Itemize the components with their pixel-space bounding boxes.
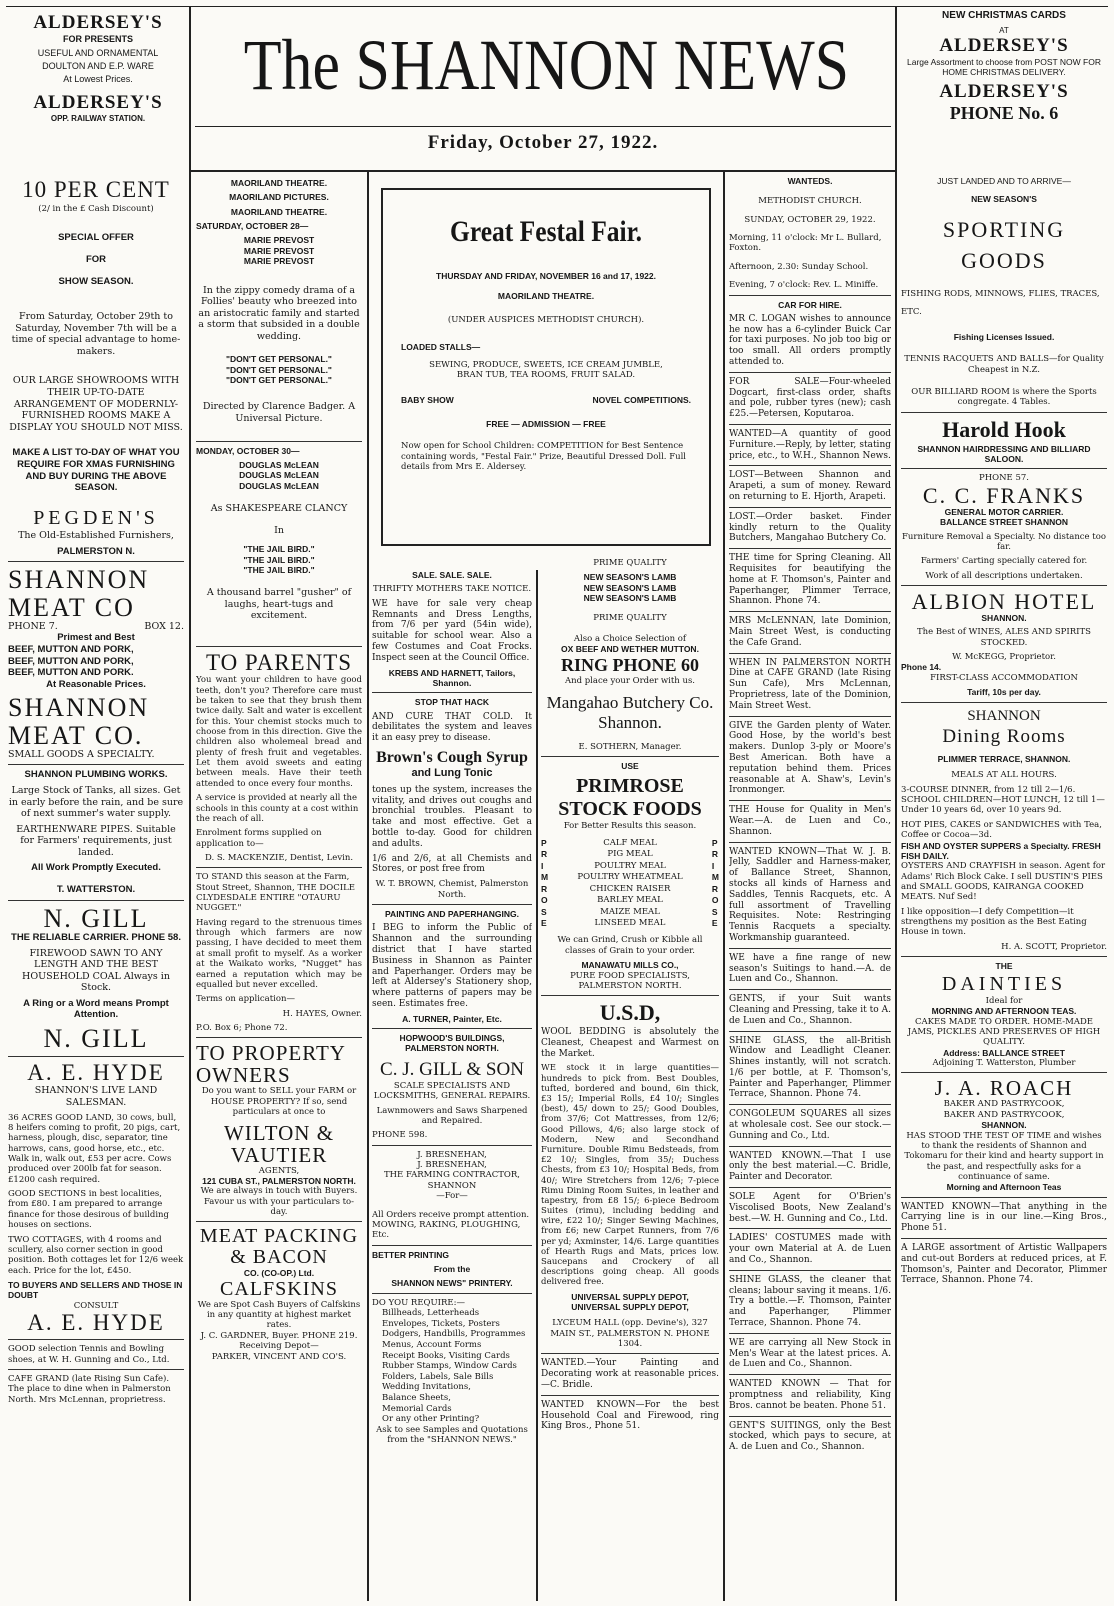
text: Morning, 11 o'clock: Mr L. Bullard, Foxton.: [729, 233, 882, 254]
business-name: N. GILL: [43, 1023, 149, 1053]
business-name: ALBION HOTEL: [911, 588, 1097, 614]
text: All Work Promptly Executed.: [31, 862, 161, 874]
ad-line: Large Assortment to choose from POST NOW FOR HOME CHRISTMAS DELIVERY.: [907, 57, 1101, 78]
text: BAKER AND PASTRYCOOK,: [943, 1109, 1065, 1120]
text: Do you want to SELL your FARM or HOUSE PROPERTY? If so, send particulars at once to: [201, 1086, 357, 1118]
text: Lawnmowers and Saws Sharpened and Repaired.: [376, 1105, 528, 1127]
text: WE stock it in large quantities—hundreds to pick from. Best Doubles, tufted, bordered and bound, 6in thick, £3 15/; Imperial Rolls, £4 10/; Singles (best), 45/ down to 25/; Good Doubles, from 37/6; Cot Mattresses, from 12/6; Good Pillows, 4/6; also large stock of Modern, New and Secondhand Furniture. Double Rimu Bedsteads, from £2 10/; Singles, from 35/; Duchess Chests, from £3 10/; Hospital Beds, from 40/; Wire Stretchers from 12/6; 7-piece Rimu Dining Room Suites, in leather and tapestry, from £8 15/; 6-piece Bedroom Suites (rimu), including bedding and wire, £22 10/; Singer Sewing Machines, from £6; new Carpet Runners, from 7/6 per yd; Axminster, 14/6. Large quantities of Hearth Rugs and Mats, prices low. Saucepans and Crockery of all descriptions going cheap. All goods delivered free.: [541, 1063, 719, 1288]
text: FISHING RODS, MINNOWS, FLIES, TRACES, ETC.: [901, 289, 1100, 318]
text: NOVEL COMPETITIONS.: [592, 394, 691, 405]
text: CAKES MADE TO ORDER. HOME-MADE JAMS, PICKLES AND PRESERVES OF HIGH QUALITY.: [907, 1016, 1101, 1048]
text: You want your children to have good teeth, don't you? Therefore care must be taken to see that they brush them twice daily. Salt and water is excellent for this. Your chemist stocks much to choose from in this direction. Give the children also wholemeal bread and plenty of fresh fruit and vegetables. Let them avoid sweets and eating between meals. Have their teeth attended to once every four months.: [196, 675, 362, 789]
column-3: [372, 570, 532, 1596]
letter: M: [541, 872, 549, 883]
letter: I: [541, 860, 544, 871]
text: MARIE PREVOST: [243, 256, 315, 267]
column-4: [541, 558, 719, 1596]
text: DO YOU REQUIRE:—: [372, 1297, 465, 1308]
text: We are Spot Cash Buyers of Calfskins in any quantity at highest market rates.: [197, 1299, 361, 1331]
text: W. McKEGG, Proprietor.: [952, 652, 1056, 663]
masthead-date-box: [195, 132, 891, 160]
text: "THE JAIL BIRD.": [243, 544, 315, 555]
text: H. HAYES, Owner.: [282, 1008, 362, 1019]
classified: MRS McLENNAN, late Dominion, Main Street West, is conducting the Cafe Grand.: [729, 616, 891, 648]
text: Having regard to the strenuous times through which farmers are now passing, I have decided to meet them at small profit to myself. As a worker at the Waikato works, "Nugget" has earned a reputation which may be equalled but never excelled.: [196, 917, 362, 990]
classified: WANTED KNOWN — That for promptness and reliability, King Bros. cannot be beaten. Phone 51.: [729, 1379, 891, 1411]
acrostic-right: [712, 838, 719, 930]
text: DOUGLAS McLEAN: [239, 480, 319, 491]
text: A thousand barrel "gusher" of laughs, heart-tugs and excitement.: [206, 587, 352, 622]
text: LYCEUM HALL (opp. Devine's), 327 MAIN ST., PALMERSTON N. PHONE 1304.: [550, 1318, 710, 1350]
text: (UNDER AUSPICES METHODIST CHURCH).: [447, 315, 645, 326]
text: HAS STOOD THE TEST OF TIME and wishes to thank the residents of Shannon and Tokomaru for their kind and hearty support in the past, and respectfully asks for a continuance of same.: [904, 1130, 1104, 1182]
ad-name: ALDERSEY'S: [939, 81, 1069, 103]
classified: SHINE GLASS, the cleaner that cleans; labour saving it means. 1/6. Try a bottle.—F. Thomson, Painter and Paperhanger, Plimmer Terrace, Shannon. Phone 74.: [729, 1274, 891, 1329]
text: METHODIST CHURCH.: [758, 196, 862, 207]
text: WE have for sale very cheap Remnants and Dress Lengths, from 7/6 per yard (54in wide), suitable for school wear. Also a few Costumes and Coat Frocks. Inspect seen at the Council Office.: [372, 598, 532, 663]
text: From Saturday, October 29th to Saturday, November 7th will be a time of special advantage to home-makers.: [11, 311, 181, 357]
phone-row: [8, 621, 184, 633]
text: MARIE PREVOST: [243, 245, 315, 256]
text: STOP THAT HACK: [414, 697, 490, 708]
letter: O: [541, 895, 548, 906]
text: P.O. Box 6; Phone 72.: [196, 1022, 288, 1033]
business-name: J. A. ROACH: [934, 1076, 1074, 1101]
text: The Old-Established Furnishers,: [18, 530, 174, 542]
letter: I: [711, 860, 715, 871]
list-item: Receipt Books, Visiting Cards: [382, 1350, 510, 1361]
ad-line: OPP. RAILWAY STATION.: [50, 114, 146, 123]
text: SHANNON.: [981, 1120, 1027, 1131]
classified: FOR SALE—Four-wheeled Dogcart, first-class order, shafts and pole, rubber tyres (new); cash £25.—Petersen, Koputaroa.: [729, 376, 891, 420]
text: "DON'T GET PERSONAL.": [226, 364, 332, 375]
text: A. TURNER, Painter, Etc.: [402, 1013, 502, 1024]
text: WANTED KNOWN—For the best Household Coal and Firewood, ring King Bros., Phone 51.: [541, 1399, 719, 1432]
headline: 10 PER CENT: [22, 177, 170, 202]
text: NEW SEASON'S LAMB: [583, 582, 677, 593]
classified: WANTED—A quantity of good Furniture.—Reply, by letter, stating price, etc., to W.H., Shannon News.: [729, 429, 891, 461]
feed-item: POULTRY WHEATMEAL: [577, 872, 683, 883]
text: SHOW SEASON.: [58, 275, 134, 287]
text: GOOD SECTIONS in best localities, from £80. I am prepared to arrange finance for those desirous of building houses on sections.: [8, 1189, 169, 1231]
classified: GENTS, if your Suit wants Cleaning and Pressing, take it to A. de Luen and Co., Shannon.: [729, 994, 891, 1026]
text: MAORILAND PICTURES.: [229, 192, 329, 203]
text: HOT PIES, CAKES or SANDWICHES with Tea, Coffee or Cocoa—3d.: [901, 819, 1102, 841]
text: THRIFTY MOTHERS TAKE NOTICE.: [372, 584, 532, 595]
text: PHONE 7.: [8, 620, 58, 632]
text: tones up the system, increases the vitality, and drives out coughs and bronchial troubles. Pleasant to take and most effective. Get a bottle to-day. Good for children and adults.: [372, 784, 532, 849]
feed-item: BARLEY MEAL: [597, 895, 663, 906]
text: SATURDAY, OCTOBER 28—: [196, 221, 309, 232]
text: KREBS AND HARNETT, Tailors, Shannon.: [388, 667, 516, 688]
classified: THE House for Quality in Men's Wear.—A. de Luen and Co., Shannon.: [729, 805, 891, 837]
feed-item: LINSEED MEAL: [594, 917, 666, 928]
ad-name: ALDERSEY'S: [33, 12, 163, 33]
feed-item: MAIZE MEAL: [600, 906, 660, 917]
text: MAORILAND THEATRE.: [230, 206, 328, 217]
text: NEW SEASON'S: [971, 194, 1037, 205]
text: EARTHENWARE PIPES. Suitable for Farmers' requirements, just landed.: [16, 823, 176, 858]
text: OUR LARGE SHOWROOMS WITH THEIR UP-TO-DATE ARRANGEMENT OF MODERNLY-FURNISHED ROOMS MAKE A DISPLAY YOU SHOULD NOT MISS.: [9, 375, 183, 433]
classified: LOST.—Order basket. Finder kindly return to the Quality Butchers, Mangahao Butchery Co.: [729, 511, 891, 544]
business-name: C. C. FRANKS: [922, 482, 1086, 508]
text: BETTER PRINTING: [372, 1249, 449, 1260]
column-1: [8, 176, 184, 1596]
text: MONDAY, OCTOBER 30—: [196, 445, 300, 456]
text: PRIME QUALITY: [593, 613, 667, 624]
text: Furniture Removal a Specialty. No distance too far.: [902, 531, 1106, 552]
text: GENERAL MOTOR CARRIER.: [944, 506, 1064, 517]
headline: SPORTING GOODS: [942, 216, 1066, 273]
text: "THE JAIL BIRD.": [243, 564, 315, 575]
text: As SHAKESPEARE CLANCY: [210, 503, 348, 515]
text: Farmers' Carting specially catered for.: [920, 556, 1088, 567]
text: LOADED STALLS—: [401, 341, 481, 352]
column-6: [901, 176, 1107, 1596]
list-item: Memorial Cards: [382, 1403, 452, 1414]
text: SCALE SPECIALISTS AND LOCKSMITHS, GENERAL REPAIRS.: [373, 1080, 531, 1102]
text: Adjoining T. Watterston, Plumber: [932, 1058, 1076, 1069]
text: and Lung Tonic: [411, 767, 493, 780]
text: 121 CUBA ST., PALMERSTON NORTH.: [202, 1175, 356, 1186]
ad-phone: PHONE No. 6: [949, 103, 1059, 124]
text: OX BEEF AND WETHER MUTTON.: [561, 644, 699, 655]
text: TO STAND this season at the Farm, Stout Street, Shannon, THE DOCILE CLYDESDALE ENTIRE "OTAURU NUGGET.": [196, 872, 355, 914]
text: Ideal for: [985, 995, 1023, 1006]
text: WANTEDS.: [787, 176, 833, 186]
text: In the zippy comedy drama of a Follies' beauty who breezed into an aristocratic family and started a storm that subsided in a double wedding.: [198, 284, 360, 342]
text: AGENTS,: [258, 1165, 300, 1176]
list-item: Or any other Printing?: [382, 1414, 480, 1425]
text: From the: [433, 1264, 471, 1274]
text: SALE. SALE. SALE.: [412, 570, 492, 580]
text: SPECIAL OFFER: [58, 232, 134, 244]
text: PHONE 598.: [372, 1130, 428, 1141]
business-name: SHANNON MEAT CO.: [8, 693, 150, 750]
classified: SHINE GLASS, the all-British Window and Leadlight Cleaner. Shines instantly, will not scratch. 1/6 per bottle, at F. Thomson's, Painter and Paperhanger, Plimmer Terrace, Shannon. Phone 74.: [729, 1035, 891, 1100]
letter: P: [541, 837, 547, 848]
ad-line: AT: [999, 26, 1009, 35]
text: T. WATTERSTON.: [56, 884, 136, 896]
letter: M: [711, 872, 719, 883]
headline: Great Festal Fair.: [450, 215, 642, 248]
acrostic-left: [541, 838, 548, 930]
text: TENNIS RACQUETS AND BALLS—for Quality Cheapest in N.Z.: [904, 354, 1104, 375]
text: OUR BILLIARD ROOM is where the Sports congregate. 4 Tables.: [911, 387, 1097, 408]
text: 3-COURSE DINNER, from 12 till 2—1/6. SCHOOL CHILDREN—HOT LUNCH, 12 till 1—Under 10 years 6d, over 10 years 9d.: [901, 784, 1105, 816]
classified: MR C. LOGAN wishes to announce he now has a 6-cylinder Buick Car for taxi purposes. No job too big or too small. All orders promptly attended to.: [729, 313, 891, 368]
text: BEEF, MUTTON AND PORK.: [8, 667, 134, 679]
text: PRIME QUALITY: [593, 558, 667, 568]
text: 36 ACRES GOOD LAND, 30 cows, bull, 8 heifers coming to profit, 20 pigs, cart, harness, plough, disc, separator, tine harrows, cans, good horse, etc., etc. Walk in, walk out, £53 per acre. Cows produced over 200lb fat for season. £1200 cash required.: [8, 1112, 181, 1185]
text: In: [274, 524, 284, 536]
ad-name: ALDERSEY'S: [33, 92, 163, 113]
letter: E: [541, 917, 547, 928]
text: A Ring or a Word means Prompt Attention.: [23, 997, 169, 1021]
letter: S: [711, 906, 718, 917]
letter: P: [711, 837, 718, 848]
text: WANTED.—Your Painting and Decorating work at reasonable prices.—C. Bridle.: [541, 1358, 719, 1390]
classified: WANTED KNOWN—That W. J. B. Jelly, Saddler and Harness-maker, of Ballance Street, Shannon, stocks all kinds of Harness and Saddles, Tennis Racquets, etc. A full assortment of Travelling Requisites. Note: Restringing Tennis Racquets a specialty. Workmanship guaranteed.: [729, 846, 891, 943]
business-name: DAINTIES: [941, 972, 1067, 995]
text: SUNDAY, OCTOBER 29, 1922.: [744, 214, 876, 225]
text: PARKER, VINCENT AND CO'S.: [211, 1351, 347, 1362]
text: Receiving Depot—: [239, 1341, 319, 1352]
text: Phone 14.: [901, 662, 942, 673]
text: HOPWOOD'S BUILDINGS, PALMERSTON NORTH.: [399, 1033, 505, 1054]
text: SHANNON PLUMBING WORKS.: [24, 769, 168, 781]
ad-line: USEFUL AND ORNAMENTAL: [37, 48, 159, 58]
classified: WE are carrying all New Stock in Men's Wear at the latest prices. A. de Luen and Co., Shannon.: [729, 1337, 891, 1370]
text: At Reasonable Prices.: [46, 678, 146, 690]
feed-item: POULTRY MEAL: [594, 860, 666, 871]
feed-item: CHICKEN RAISER: [589, 883, 671, 894]
text: E. SOTHERN, Manager.: [578, 741, 682, 752]
text: "DON'T GET PERSONAL.": [226, 375, 332, 386]
business-name: WILTON & VAUTIER: [223, 1120, 335, 1167]
text: H. A. SCOTT, Proprietor.: [1001, 941, 1107, 952]
text: TO BUYERS AND SELLERS AND THOSE IN DOUBT: [8, 1279, 183, 1301]
text: FREE — ADMISSION — FREE: [486, 419, 606, 430]
classified: WANTED KNOWN.—That I use only the best material.—C. Bridle, Painter and Decorator.: [729, 1150, 891, 1183]
text: Morning and Afternoon Teas: [946, 1182, 1062, 1193]
text: Evening, 7 o'clock: Rev. L. Miniffe.: [729, 280, 879, 291]
business-name: Harold Hook: [942, 416, 1066, 442]
classified: GENT'S SUITINGS, only the Best stocked, which pays to secure, at A. de Luen and Co., Shannon.: [729, 1420, 891, 1453]
text: "DON'T GET PERSONAL.": [226, 354, 332, 365]
baby-row: [401, 395, 691, 405]
text: MEALS AT ALL HOURS.: [951, 770, 1057, 781]
text: CO. (CO-OP.) Ltd.: [243, 1268, 315, 1279]
headline: SHANNON: [967, 707, 1041, 724]
headline: CALFSKINS: [220, 1277, 338, 1300]
text: BEEF, MUTTON AND PORK,: [8, 643, 134, 655]
text: FOR: [85, 253, 107, 265]
list-item: Folders, Labels, Sale Bills: [382, 1371, 494, 1382]
text: W. T. BROWN, Chemist, Palmerston North.: [375, 879, 529, 900]
classified: GIVE the Garden plenty of Water. Good Hose, by the world's best makers. Dunlop 3-ply or Moore's Best American. Both have a reputation behind them. Prices reasonable at A. Shaw's, Levin's Ironmonger.: [729, 720, 891, 796]
column-2: [196, 178, 362, 1596]
feed-item: PIG MEAL: [607, 849, 653, 860]
ad-line: At Lowest Prices.: [63, 74, 133, 84]
business-name: A. E. HYDE: [27, 1310, 165, 1336]
text: SHANNON NEWS" PRINTERY.: [391, 1278, 513, 1289]
classified: CONGOLEUM SQUARES all sizes at wholesale cost. See our stock.—Gunning and Co., Ltd.: [729, 1109, 891, 1141]
ad-line: NEW CHRISTMAS CARDS: [942, 10, 1066, 21]
newspaper-title: The SHANNON NEWS: [243, 25, 850, 105]
text: BABY SHOW: [401, 394, 454, 405]
text: And place your Order with us.: [564, 676, 696, 687]
text: For Better Results this season.: [563, 821, 697, 832]
business-name: N. GILL: [43, 903, 149, 933]
text: Primest and Best: [57, 632, 135, 644]
letter: R: [711, 849, 719, 860]
text: We can Grind, Crush or Kibble all classes of Grain to your order.: [557, 935, 703, 956]
text: CONSULT: [73, 1300, 119, 1311]
text: BALLANCE STREET SHANNON: [940, 517, 1068, 528]
list-item: Billheads, Letterheads: [382, 1308, 480, 1319]
headline: TO PARENTS: [205, 650, 353, 676]
text: PAINTING AND PAPERHANGING.: [385, 908, 519, 919]
business-name: Mangahao Butchery Co. Shannon.: [546, 692, 714, 733]
business-name: SHANNON MEAT CO: [8, 565, 150, 622]
text: Enrolment forms supplied on application to—: [196, 828, 322, 849]
business-name: PEGDEN'S: [33, 506, 159, 529]
text: Fishing Licenses Issued.: [953, 332, 1055, 342]
list-item: Envelopes, Tickets, Posters: [382, 1318, 500, 1329]
text: —For—: [436, 1191, 468, 1202]
text: A service is provided at nearly all the schools in this county at a cost within the reach of all.: [196, 793, 359, 824]
business-name: A. E. HYDE: [27, 1060, 165, 1086]
text: MANAWATU MILLS CO.,: [581, 960, 679, 971]
text: Terms on application—: [196, 994, 295, 1005]
text: SHANNON HAIRDRESSING AND BILLIARD SALOON.: [917, 443, 1091, 464]
text: 1/6 and 2/6, at all Chemists and Stores, or post free from: [372, 853, 532, 875]
text: J. BRESNEHAN,: [417, 1149, 487, 1160]
classified: SOLE Agent for O'Brien's Viscolised Boots, New Zealand's best.—W. H. Gunning and Co., Ltd.: [729, 1192, 891, 1224]
text: DOUGLAS McLEAN: [239, 460, 319, 470]
text: (2/ in the £ Cash Discount): [38, 204, 154, 215]
classified: LADIES' COSTUMES made with your own Material at A. de Luen and Co., Shannon.: [729, 1233, 891, 1266]
list-item: Rubber Stamps, Window Cards: [382, 1361, 517, 1372]
classified: WANTED KNOWN—That anything in the Carrying line is in our line.—King Bros., Phone 51.: [901, 1201, 1107, 1234]
text: BAKER AND PASTRYCOOK,: [943, 1099, 1065, 1110]
ad-line: FOR PRESENTS: [62, 34, 133, 44]
text: D. S. MACKENZIE, Dentist, Levin.: [204, 852, 354, 863]
phone-number: RING PHONE 60: [560, 654, 699, 675]
ad-line: DOULTON AND E.P. WARE: [42, 61, 154, 71]
letter: O: [711, 895, 719, 906]
text: BOX 12.: [144, 620, 184, 632]
text: THE: [995, 961, 1013, 972]
letter: E: [711, 917, 718, 928]
issue-date: Friday, October 27, 1922.: [427, 132, 659, 153]
list-item: Balance Sheets,: [382, 1393, 451, 1404]
text: "THE JAIL BIRD.": [243, 554, 315, 565]
text: Ask to see Samples and Quotations from the "SHANNON NEWS.": [376, 1424, 528, 1446]
text: MAORILAND THEATRE.: [497, 290, 595, 301]
business-name: MEAT PACKING & BACON: [199, 1225, 359, 1269]
text: THE FARMING CONTRACTOR, SHANNON: [383, 1170, 521, 1191]
text: The Best of WINES, ALES AND SPIRITS STOCKED.: [916, 627, 1091, 648]
feed-list: [541, 838, 719, 930]
text: CAR FOR HIRE.: [778, 299, 842, 310]
text: AND CURE THAT COLD. It debilitates the system and leaves it an easy prey to disease.: [372, 711, 532, 744]
text: WOOL BEDDING is absolutely the Cleanest, Cheapest and Warmest on the Market.: [541, 1027, 719, 1059]
headline: Dining Rooms: [942, 725, 1066, 747]
text: NEW SEASON'S LAMB: [583, 593, 677, 604]
text: MAORILAND THEATRE.: [230, 178, 328, 188]
text: MORNING AND AFTERNOON TEAS.: [931, 1006, 1077, 1017]
text: PHONE 57.: [979, 473, 1029, 484]
text: OYSTERS AND CRAYFISH in season. Agent for Adams' Rich Block Cake. I sell DUSTIN'S PIES and SMALL GOODS, KAIRANGA COOKED MEATS. Nuf Sed!: [901, 861, 1106, 903]
text: GOOD selection Tennis and Bowling shoes, at W. H. Gunning and Co., Ltd.: [8, 1344, 170, 1365]
headline: PRIMROSE STOCK FOODS: [558, 775, 702, 821]
text: Also a Choice Selection of: [573, 633, 687, 644]
text: Afternoon, 2.30: Sunday School.: [729, 261, 869, 272]
letter: R: [541, 883, 548, 894]
classified: A LARGE assortment of Artistic Wallpapers and cut-out Borders at reduced prices, at F. Thomson's, Painter and Decorator, Plimmer Terrace, Shannon. Phone 74.: [901, 1243, 1107, 1286]
text: PURE FOOD SPECIALISTS, PALMERSTON NORTH.: [570, 970, 690, 991]
text: J. C. GARDNER, Buyer. PHONE 219.: [200, 1330, 358, 1341]
text: USE: [621, 760, 639, 771]
text: J. BRESNEHAN,: [417, 1160, 487, 1171]
text: FIREWOOD SAWN TO ANY LENGTH AND THE BEST HOUSEHOLD COAL Always in Stock.: [22, 947, 170, 994]
text: Tariff, 10s per day.: [967, 687, 1041, 698]
text: SHANNON.: [981, 613, 1027, 624]
text: PALMERSTON N.: [57, 545, 135, 557]
text: FISH AND OYSTER SUPPERS a Specialty. FRESH FISH DAILY.: [901, 840, 1101, 861]
headline: Brown's Cough Syrup: [376, 748, 528, 766]
list-item: Dodgers, Handbills, Programmes: [382, 1329, 526, 1340]
business-name: C. J. GILL & SON: [380, 1058, 524, 1080]
text: We are always in touch with Buyers. Favour us with your particulars to-day.: [200, 1186, 358, 1218]
column-5: [729, 176, 891, 1596]
masthead-right-ad: [900, 10, 1108, 162]
feed-item: CALF MEAL: [603, 837, 657, 848]
text: I like opposition—I defy Competition—it strengthens my position as the Best Eating House in town.: [901, 906, 1087, 938]
text: NEW SEASON'S LAMB: [583, 572, 677, 583]
classified: WE have a fine range of new season's Suitings to hand.—A. de Luen and Co., Shannon.: [729, 952, 891, 985]
text: BEEF, MUTTON AND PORK,: [8, 655, 134, 667]
text: CAFE GRAND (late Rising Sun Cafe). The place to dine when in Palmerston North. Mrs McLennan, proprietress.: [8, 1373, 171, 1405]
text: DOUGLAS McLEAN: [239, 470, 319, 481]
feeds: [577, 838, 682, 930]
masthead-title-box: [195, 20, 891, 110]
text: UNIVERSAL SUPPLY DEPOT,: [571, 1291, 689, 1302]
text: Work of all descriptions undertaken.: [925, 570, 1083, 581]
text: All Orders receive prompt attention. MOWING, RAKING, PLOUGHING, Etc.: [372, 1209, 530, 1241]
text: UNIVERSAL SUPPLY DEPOT,: [571, 1301, 689, 1312]
text: Now open for School Children: COMPETITION for Best Sentence containing words, "Festal Fair." Prize, Beautiful Dressed Doll. Full details from Mrs E. Aldersey.: [401, 441, 687, 473]
classified: THE time for Spring Cleaning. All Requisites for beautifying the home at F. Thomson's, Painter and Paperhanger, Plimmer Terrace, Shannon. Phone 74.: [729, 553, 891, 607]
letter: S: [541, 906, 547, 917]
text: SHANNON'S LIVE LAND SALESMAN.: [34, 1085, 158, 1108]
text: Directed by Clarence Badger. A Universal Picture.: [202, 401, 356, 425]
text: THE RELIABLE CARRIER. PHONE 58.: [11, 931, 181, 943]
classified: LOST—Between Shannon and Arapeti, a sum of money. Reward on returning to E. Hjorth, Arapeti.: [729, 470, 891, 503]
text: THURSDAY AND FRIDAY, NOVEMBER 16 and 17, 1922.: [436, 270, 656, 281]
text: SEWING, PRODUCE, SWEETS, ICE CREAM JUMBLE, BRAN TUB, TEA ROOMS, FRUIT SALAD.: [429, 360, 663, 381]
list-item: Wedding Invitations,: [382, 1382, 471, 1393]
text: MAKE A LIST TO-DAY OF WHAT YOU REQUIRE FOR XMAS FURNISHING AND BUY DURING THE ABOVE SEASON.: [12, 447, 180, 494]
letter: R: [711, 883, 719, 894]
text: PLIMMER TERRACE, SHANNON.: [937, 754, 1071, 765]
text: TWO COTTAGES, with 4 rooms and scullery, also corner section in good position. Both cottages let for 12/6 week each. Price for the lot, £450.: [8, 1234, 184, 1276]
text: FIRST-CLASS ACCOMMODATION: [930, 672, 1078, 683]
letter: R: [541, 849, 548, 860]
business-name: U.S.D,: [599, 1000, 661, 1026]
ad-name: ALDERSEY'S: [939, 35, 1069, 56]
text: Large Stock of Tanks, all sizes. Get in early before the rain, and be sure of next summer's water supply.: [8, 785, 184, 820]
festal-fair-ad: [381, 188, 711, 546]
text: JUST LANDED AND TO ARRIVE—: [937, 176, 1071, 186]
text: Address: BALLANCE STREET: [943, 1047, 1065, 1058]
list-item: Menus, Account Forms: [382, 1339, 482, 1350]
text: I BEG to inform the Public of Shannon and the surrounding district that I have started Business in Shannon as Painter and Paperhanger. Orders may be left at Aldersey's Stationery shop, where patterns of papers may be seen. Estimates free.: [372, 923, 532, 1009]
text: MARIE PREVOST: [243, 235, 315, 246]
masthead-left-ad: [10, 12, 186, 162]
printing-list: [372, 1308, 532, 1425]
headline: TO PROPERTY OWNERS: [196, 1041, 346, 1088]
text: SMALL GOODS A SPECIALTY.: [8, 748, 155, 760]
classified: WHEN IN PALMERSTON NORTH Dine at CAFE GRAND (late Rising Sun Cafe), Mrs McLennan, Proprietress, late of the Dominion, Main Street West.: [729, 657, 891, 711]
